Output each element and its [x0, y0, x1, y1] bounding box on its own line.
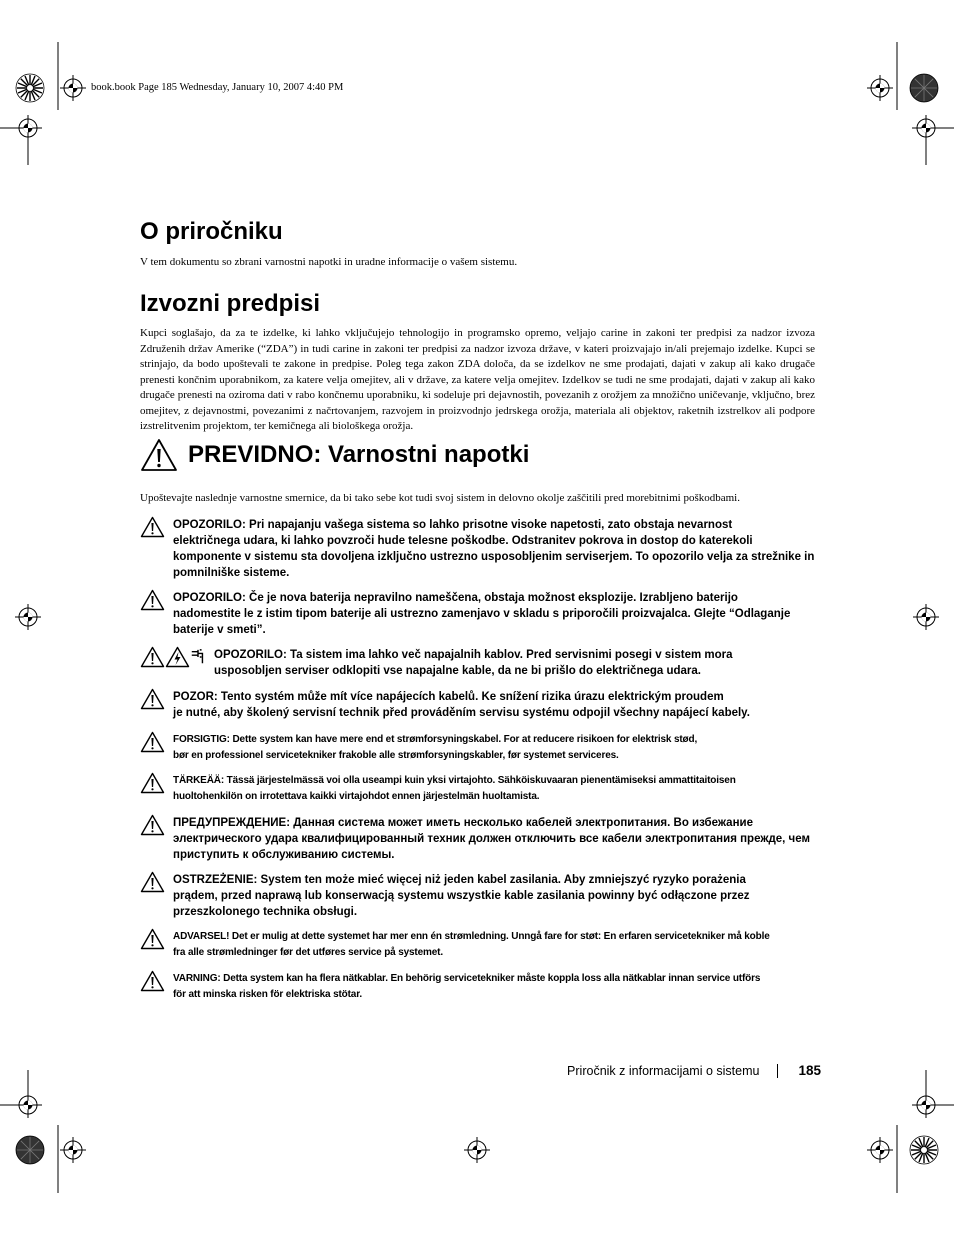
warning-text	[165, 872, 820, 920]
power-plug-icon	[190, 646, 206, 673]
warning-icons	[140, 928, 165, 961]
warning-first-line: Tässä järjestelmässä voi olla useampi kuin yksi virtajohto. Sähköiskuvaaran pienentämiseksi ammattitaitoisen	[226, 775, 736, 786]
warning-text	[165, 971, 760, 1003]
warning-item	[140, 731, 820, 764]
electric-shock-icon	[165, 646, 190, 673]
warning-first-line: System ten może mieć więcej niż jeden kabel zasilania. Aby zmniejszyć ryzyko porażenia	[260, 874, 746, 886]
warning-continuation: usposobljen serviser odklopiti vse napajalne kable, da ne bi prišlo do električnega udara.	[214, 665, 701, 677]
warning-triangle-icon	[140, 814, 165, 841]
warning-item	[140, 646, 820, 679]
footer-divider	[777, 1064, 778, 1078]
warning-item	[140, 970, 820, 1003]
warning-first-line: Данная система может иметь несколько кабелей электропитания. Во избежание	[293, 817, 753, 829]
warning-continuation: för att minska risken för elektriska stötar.	[173, 989, 363, 1000]
warning-label: OPOZORILO:	[214, 649, 291, 661]
warning-text	[165, 815, 820, 863]
section-title-caution-text: PREVIDNO: Varnostni napotki	[188, 441, 530, 468]
warning-icons	[140, 731, 165, 764]
warning-icons	[140, 516, 165, 581]
warning-continuation: электрического удара квалифицированный техник должен отключить все кабели электропитания прежде, чем приступить к обслуживанию системы.	[173, 833, 810, 861]
warning-triangle-icon	[140, 589, 165, 616]
warning-continuation: bør en professionel servicetekniker frakoble alle strømforsyningskabler, før systemet serviceres.	[173, 750, 619, 761]
warning-label: ПРЕДУПРЕЖДЕНИЕ:	[173, 817, 294, 829]
warning-first-line: Dette system kan have mere end et strømforsyningskabel. For at reducere risikoen for elektrisk stød,	[232, 734, 698, 745]
warning-item	[140, 772, 820, 805]
warning-first-line: Tento systém může mít více napájecích kabelů. Ke snížení rizika úrazu elektrickým proudem	[220, 691, 724, 703]
warning-label: OSTRZEŻENIE:	[173, 874, 261, 886]
warning-label: OPOZORILO:	[173, 592, 250, 604]
warning-icons	[140, 871, 165, 920]
warning-text	[165, 689, 750, 721]
warning-text	[165, 732, 697, 764]
warning-text	[206, 647, 733, 679]
section-title-about: O priročniku	[140, 218, 283, 245]
warning-label: POZOR:	[173, 691, 221, 703]
warning-triangle-icon	[140, 646, 165, 673]
footer-title: Priročnik z informacijami o sistemu	[567, 1063, 760, 1078]
warning-icons	[140, 970, 165, 1003]
warning-triangle-icon	[140, 871, 165, 898]
warning-first-line: Det er mulig at dette systemet har mer enn én strømledning. Unngå fare for støt: En erfaren servicetekniker må koble	[231, 931, 770, 942]
caution-triangle-icon	[140, 438, 178, 472]
warning-text	[165, 590, 820, 638]
page-footer	[567, 1063, 821, 1078]
warning-triangle-icon	[140, 970, 165, 997]
warning-icons	[140, 646, 206, 679]
warning-item	[140, 688, 820, 721]
warning-item	[140, 814, 820, 863]
warning-label: FORSIGTIG:	[173, 734, 233, 745]
warning-first-line: Pri napajanju vašega sistema so lahko prisotne visoke napetosti, zato obstaja nevarnost	[249, 519, 733, 531]
warning-triangle-icon	[140, 731, 165, 758]
section-title-caution	[140, 438, 529, 472]
warning-triangle-icon	[140, 516, 165, 543]
warning-first-line: Ta sistem ima lahko več napajalnih kablov. Pred servisnimi posegi v sistem mora	[290, 649, 733, 661]
page-number: 185	[798, 1063, 821, 1078]
warning-continuation: huoltohenkilön on irrotettava kaikki virtajohdot ennen järjestelmän huoltamista.	[173, 791, 540, 802]
section-text-caution: Upoštevajte naslednje varnostne smernice, da bi tako sebe kot tudi svoj sistem in delovno okolje zaščitili pred morebitnimi poškodbami.	[140, 492, 740, 504]
section-text-about: V tem dokumentu so zbrani varnostni napotki in uradne informacije o vašem sistemu.	[140, 256, 518, 268]
warning-label: TÄRKEÄÄ:	[173, 775, 227, 786]
print-slug: book.book Page 185 Wednesday, January 10, 2007 4:40 PM	[91, 82, 344, 93]
warning-continuation: električnega udara, ki lahko povzroči hude telesne poškodbe. Odstranitev pokrova in dostop do katerekoli komponente v sistemu sta dovoljena izključno ustrezno usposobljenim serviserjem. To opozorilo velja za strežnike in pomnilniške sisteme.	[173, 535, 815, 579]
warning-first-line: Če je nova baterija nepravilno nameščena, obstaja možnost eksplozije. Izrabljeno baterijo	[249, 592, 738, 604]
warning-label: VARNING:	[173, 973, 224, 984]
warning-item	[140, 871, 820, 920]
warning-text	[165, 929, 770, 961]
warning-item	[140, 928, 820, 961]
section-title-export: Izvozni predpisi	[140, 290, 321, 317]
warning-label: OPOZORILO:	[173, 519, 250, 531]
warning-continuation: prądem, przed naprawą lub konserwacją systemu wszystkie kable zasilania powinny być odłączone przez przeszkolonego technika obsługi.	[173, 890, 750, 918]
warning-label: ADVARSEL!	[173, 931, 232, 942]
warning-text	[165, 773, 736, 805]
warning-text	[165, 517, 820, 581]
warning-triangle-icon	[140, 688, 165, 715]
warning-continuation: nadomestite le z istim tipom baterije ali ustrezno zamenjavo v skladu s priporočili proizvajalca. Glejte “Odlaganje baterije v smeti”.	[173, 608, 791, 636]
warning-first-line: Detta system kan ha flera nätkablar. En behörig servicetekniker måste koppla loss alla nätkablar innan service utförs	[223, 973, 761, 984]
warning-item	[140, 516, 820, 581]
warning-triangle-icon	[140, 928, 165, 955]
warning-triangle-icon	[140, 772, 165, 799]
warning-icons	[140, 772, 165, 805]
warning-continuation: je nutné, aby školený servisní technik před prováděním servisu systému odpojil všechny napájecí kabely.	[173, 707, 750, 719]
warning-icons	[140, 814, 165, 863]
warning-continuation: fra alle strømledninger før det utføres service på systemet.	[173, 947, 443, 958]
warning-icons	[140, 688, 165, 721]
warning-item	[140, 589, 820, 638]
warning-icons	[140, 589, 165, 638]
section-text-export: Kupci soglašajo, da za te izdelke, ki lahko vključujejo tehnologijo in programsko opremo, veljajo carine in zakoni ter predpisi za nadzor izvoza Združenih držav Amerike (“ZDA”) in tudi carine in zakoni ter predpisi za nadzor izvoza države, v kateri proizvajajo in/ali prejemajo izdelke. Kupci se strinjajo, da bodo upoštevali te zakone in predpise. Poleg tega zakon ZDA določa, da se izdelkov ne sme prodajati, dajati v zakup ali kako drugače prenesti končnim uporabnikom, za katere velja omejitev, ali v države, za katere velja omejitev. Izdelkov se tudi ne sme prodajati, dajati v zakup ali kako drugače prenesti na oziroma dati v rabo končnemu uporabniku, ki sodeluje pri dejavnostih, povezanih z orožjem za množično uničevanje, vključno, brez omejitev, z dejavnostmi, povezanimi z načrtovanjem, razvojem in proizvodnjo jedrskega orožja, materiala ali objektov, raketnih izstrelkov ali podpore izstrelitvenim projektom, ter kemičnega ali biološkega orožja.	[140, 327, 815, 432]
